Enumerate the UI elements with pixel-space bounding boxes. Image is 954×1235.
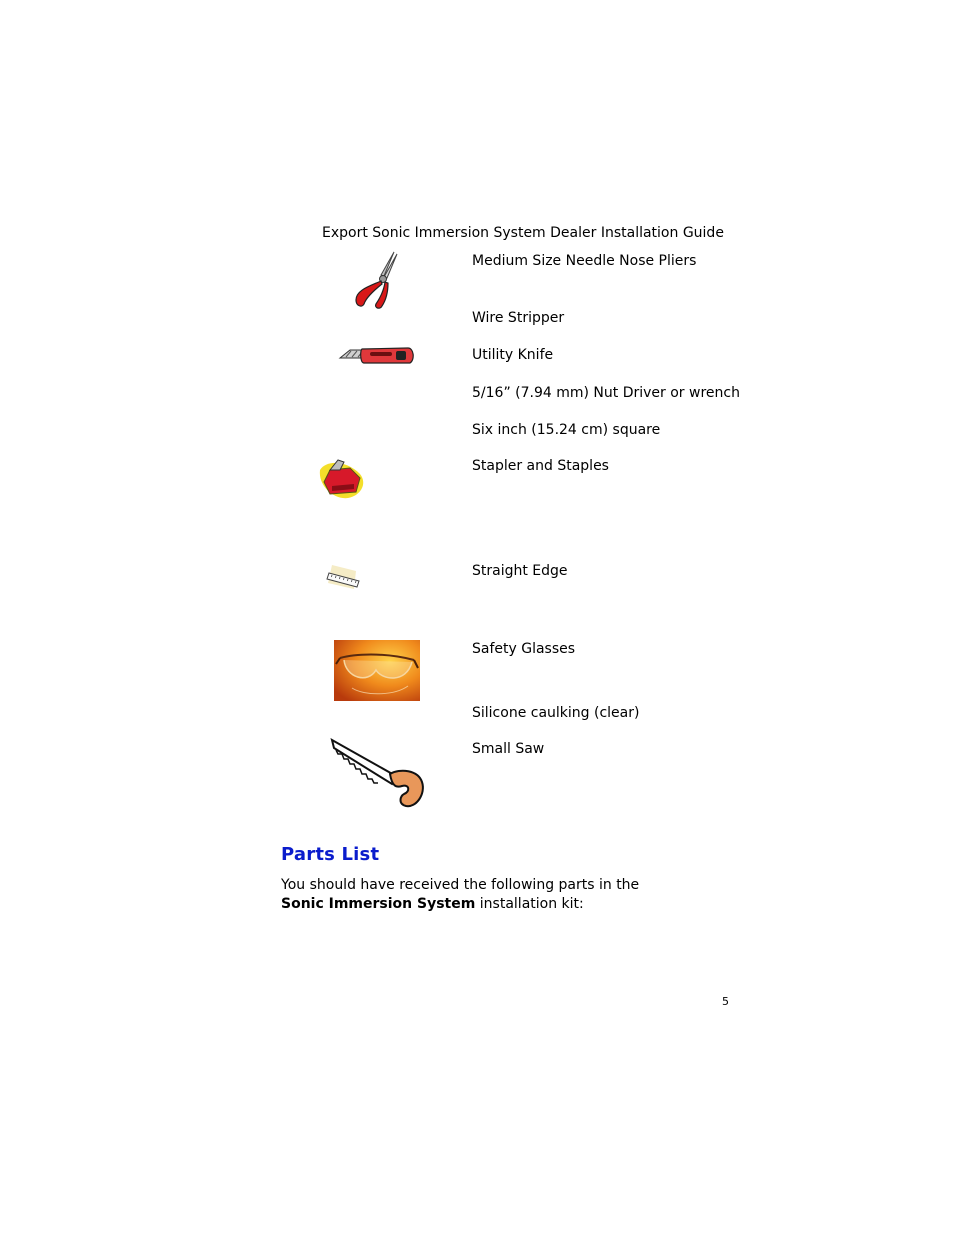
needle-nose-pliers-icon <box>350 250 402 310</box>
ruler-icon <box>326 561 362 593</box>
tool-label-wire-stripper: Wire Stripper <box>472 310 565 326</box>
tool-label-utility-knife: Utility Knife <box>472 347 554 363</box>
parts-intro-suffix: installation kit: <box>475 896 584 912</box>
parts-list-intro <box>281 876 681 914</box>
tool-label-square: Six inch (15.24 cm) square <box>472 422 661 438</box>
tool-label-pliers: Medium Size Needle Nose Pliers <box>472 253 697 269</box>
parts-list-heading: Parts List <box>281 844 380 865</box>
document-header: Export Sonic Immersion System Dealer Installation Guide <box>322 225 724 241</box>
tool-label-small-saw: Small Saw <box>472 741 545 757</box>
tool-label-stapler: Stapler and Staples <box>472 458 609 474</box>
tool-label-nut-driver: 5/16” (7.94 mm) Nut Driver or wrench <box>472 385 740 401</box>
tool-label-silicone: Silicone caulking (clear) <box>472 705 640 721</box>
tool-label-safety-glasses: Safety Glasses <box>472 641 576 657</box>
tool-label-straight-edge: Straight Edge <box>472 563 568 579</box>
safety-glasses-photo <box>334 640 420 701</box>
saw-icon <box>330 738 426 810</box>
utility-knife-icon <box>338 344 416 368</box>
parts-intro-product: Sonic Immersion System <box>281 896 476 912</box>
stapler-icon <box>316 456 368 502</box>
parts-intro-text: You should have received the following parts in the <box>281 877 640 893</box>
page-number: 5 <box>722 995 729 1008</box>
